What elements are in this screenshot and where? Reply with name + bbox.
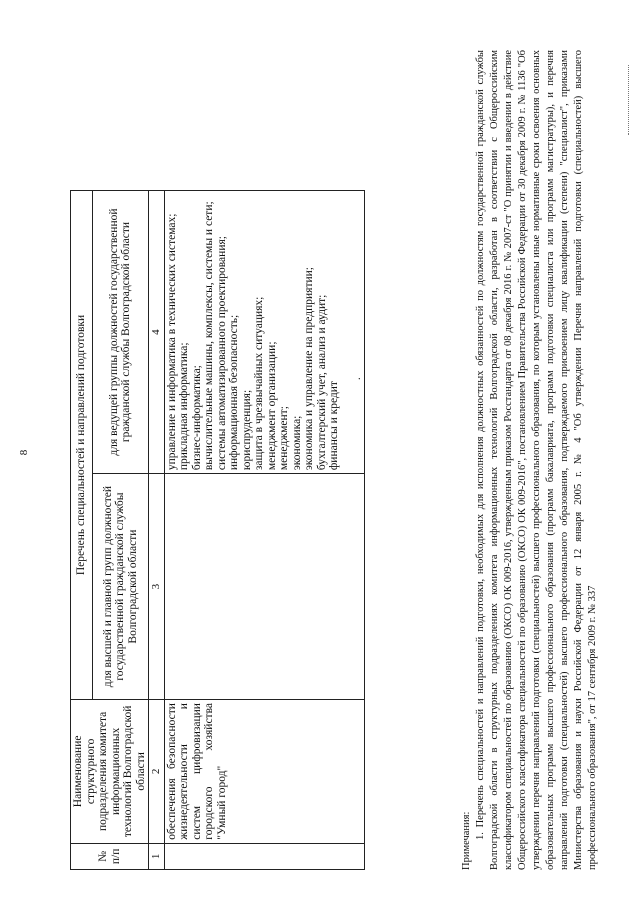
row-high-specialties [164, 474, 365, 700]
specialty-item: прикладная информатика; [178, 342, 190, 471]
row-lead-specialties [164, 191, 365, 474]
specialty-item: экономика; [290, 415, 303, 471]
numbering-cell: 3 [149, 474, 165, 700]
specialty-item: менеджмент; [278, 406, 290, 471]
table-row [164, 191, 365, 870]
specialty-item: экономика и управление на предприятии; [303, 267, 315, 471]
header-lead-group: для ведущей группы должностей государственной гражданской службы Волгоградской области [92, 191, 148, 474]
stray-mark: . [350, 377, 363, 381]
specialties-table [70, 190, 365, 870]
notes-section [460, 50, 600, 870]
page-number: 8 [18, 449, 30, 456]
header-high-groups: для высшей и главной групп должностей государственной гражданской службы Волгоградской области [92, 474, 148, 700]
notes-paragraph: 1. Перечень специальностей и направлений подготовки, необходимых для исполнения должностных обязанностей по должностям государственной гражданской службы Волгоградской области в структурных подразделениях комитета информационных технологий Волгоградской области, разработан в соответствии с Общероссийским классификатором специальностей по образованию (ОКСО) ОК 009-2016, утвержденным приказом Росстандарта от 08 декабря 2016 г. № 2007-ст "О принятии и введении в действие Общероссийского классификатора специальностей по образованию (ОКСО) ОК 009-2016", постановлением Правительства Российской Федерации от 30 декабря 2009 г. № 1136 "Об утверждении перечня направлений подготовки (специальностей) высшего профессионального образования, по которым установлены иные нормативные сроки освоения основных образовательных программ высшего профессионального образования (программ бакалавриата, программ подготовки специалиста или программ магистратуры), и перечня направлений подготовки (специальностей) высшего профессионального образования, подтверждаемого присвоением лицу квалификации (степени) "специалист", приказами Министерства образования и науки Российской Федерации от 12 января 2005 г. № 4 "Об утверждении Перечня направлений подготовки (специальностей) высшего профессионального образования", от 17 сентября 2009 г. № 337 [475, 50, 598, 870]
table-header-row-1 [71, 191, 93, 870]
row-num [164, 843, 365, 869]
row-unit: обеспечения безопасности жизнедеятельности и систем цифровизации городского хозяйства "Умный город" [164, 700, 365, 844]
numbering-cell: 4 [149, 191, 165, 474]
specialty-item: вычислительные машины, комплексы, системы и сети; [203, 201, 215, 471]
scan-mark [628, 65, 629, 135]
specialty-item: бухгалтерский учет, анализ и аудит; [315, 294, 328, 471]
header-group: Перечень специальностей и направлений подготовки [71, 191, 93, 700]
specialty-item: бизнес-информатика; [190, 365, 203, 471]
specialty-item: защита в чрезвычайных ситуациях; [253, 296, 265, 471]
specialty-item: юриспруденция; [240, 389, 253, 471]
table-numbering-row [149, 191, 165, 870]
specialty-item: информационная безопасность; [228, 314, 240, 471]
notes-heading: Примечания: [461, 811, 472, 870]
specialty-item: управление и информатика в технических системах; [165, 213, 178, 471]
specialty-item: системы автоматизированного проектирования; [215, 236, 228, 471]
numbering-cell: 1 [149, 843, 165, 869]
header-unit: Наименование структурного подразделения комитета информационных технологий Волгоградской области [71, 700, 149, 844]
specialty-item: менеджмент организации; [265, 341, 278, 471]
numbering-cell: 2 [149, 700, 165, 844]
header-num: № п/п [71, 843, 149, 869]
specialty-item: финансы и кредит [328, 381, 340, 471]
